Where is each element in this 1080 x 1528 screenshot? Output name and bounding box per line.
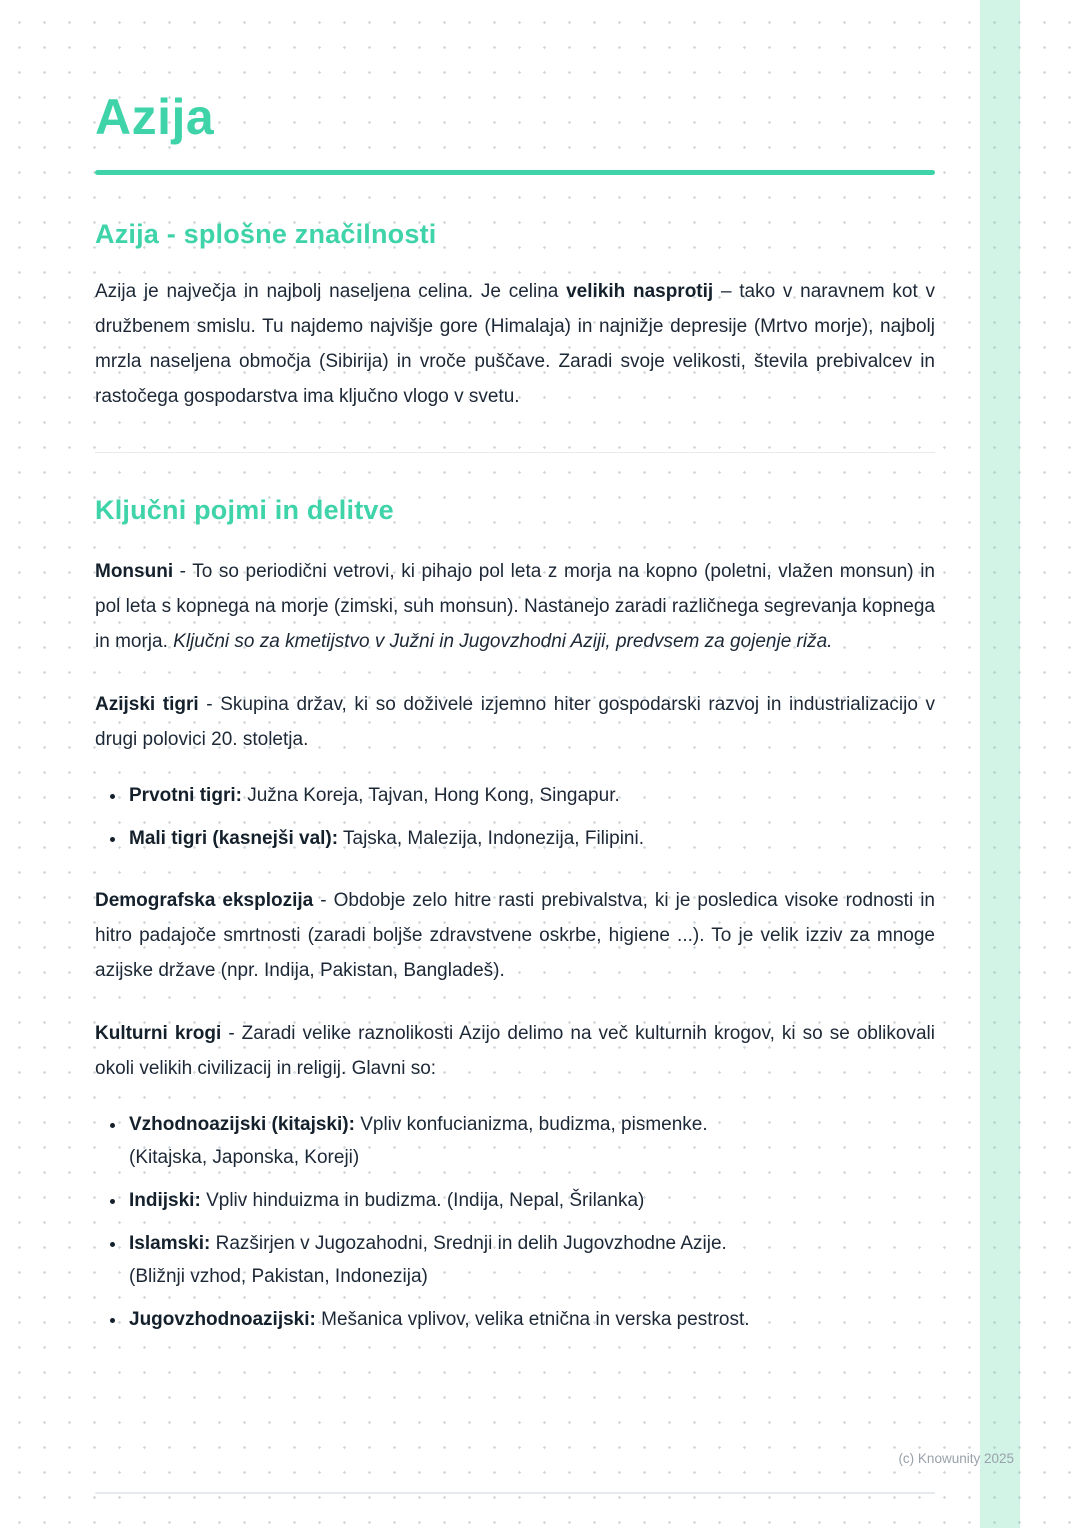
bullet-text-line2: (Bližnji vzhod, Pakistan, Indonezija) [129, 1266, 428, 1287]
bullet-text: Vpliv konfucianizma, budizma, pismenke. [354, 1114, 708, 1135]
text-segment: - Zaradi velike raznolikosti Azijo delimo na več kulturnih krogov, ki so se oblikovali okoli velikih civilizacij in religij. Glavni so: [95, 1023, 935, 1079]
list-item-vzhodnoazijski [127, 1108, 935, 1174]
bullet-text: Tajska, Malezija, Indonezija, Filipini. [338, 828, 644, 849]
list-item-islamski [127, 1227, 935, 1293]
term-demografska: Demografska eksplozija [95, 890, 314, 911]
bottom-divider [95, 1492, 935, 1494]
paragraph-general-intro [95, 274, 935, 414]
list-item-indijski [127, 1184, 935, 1217]
section-heading-terms: Ključni pojmi in delitve [95, 495, 394, 525]
paragraph-azijski-tigri [95, 687, 935, 757]
title-underline [95, 170, 935, 175]
document-content [95, 0, 935, 1336]
copyright-footer: (c) Knowunity 2025 [898, 1451, 1014, 1466]
text-segment: – tako v naravnem kot v družbenem smislu. Tu najdemo najvišje gore (Himalaja) in najnižje depresije (Mrtvo morje), najbolj mrzla naseljena območja (Sibirija) in vroče puščave. Zaradi svoje velikosti, števila prebivalcev in rastočega gospodarstva ima ključno vlogo v svetu. [95, 281, 935, 407]
italic-note: Ključni so za kmetijstvo v Južni in Jugovzhodni Aziji, predvsem za gojenje riža. [173, 631, 833, 652]
section-heading-general: Azija - splošne značilnosti [95, 219, 437, 249]
bullet-text: Vpliv hinduizma in budizma. (Indija, Nepal, Šrilanka) [200, 1190, 645, 1211]
term-kulturni-krogi: Kulturni krogi [95, 1023, 222, 1044]
paragraph-monsuni [95, 554, 935, 659]
tigri-list [95, 779, 935, 855]
bullet-term: Prvotni tigri: [129, 785, 242, 806]
text-segment: - To so periodični vetrovi, ki pihajo pol leta z morja na kopno (poletni, vlažen monsun) in pol leta s kopnega na morje (zimski, suh monsun). Nastanejo zaradi različnega segrevanja kopnega in morja. [95, 561, 935, 652]
text-segment: - Obdobje zelo hitre rasti prebivalstva, ki je posledica visoke rodnosti in hitro padajoče smrtnosti (zaradi boljše zdravstvene oskrbe, higiene ...). To je velik izziv za mnoge azijske države (npr. Indija, Pakistan, Bangladeš). [95, 890, 935, 981]
list-item-jugovzhodnoazijski [127, 1303, 935, 1336]
bullet-text: Južna Koreja, Tajvan, Hong Kong, Singapur. [241, 785, 620, 806]
section-terms [95, 495, 935, 1336]
term-azijski-tigri: Azijski tigri [95, 694, 199, 715]
bullet-term: Vzhodnoazijski (kitajski): [129, 1114, 355, 1135]
text-segment: - Skupina držav, ki so doživele izjemno hiter gospodarski razvoj in industrializacijo v drugi polovici 20. stoletja. [95, 694, 935, 750]
bullet-term: Indijski: [129, 1190, 201, 1211]
term-monsuni: Monsuni [95, 561, 174, 582]
text-segment: Azija je največja in najbolj naseljena celina. Je celina [95, 281, 567, 302]
bullet-text: Razširjen v Jugozahodni, Srednji in delih Jugovzhodne Azije. [210, 1233, 727, 1254]
section-general [95, 219, 935, 414]
bullet-term: Islamski: [129, 1233, 211, 1254]
list-item-prvotni-tigri [127, 779, 935, 812]
side-accent-stripe [980, 0, 1020, 1528]
section-divider [95, 452, 935, 453]
list-item-mali-tigri [127, 822, 935, 855]
kulturni-list [95, 1108, 935, 1336]
bullet-text: Mešanica vplivov, velika etnična in verska pestrost. [315, 1309, 750, 1330]
paragraph-demografska [95, 883, 935, 988]
bullet-term: Mali tigri (kasnejši val): [129, 828, 339, 849]
paragraph-kulturni-krogi [95, 1016, 935, 1086]
bold-segment: velikih nasprotij [566, 281, 714, 302]
bullet-text-line2: (Kitajska, Japonska, Koreji) [129, 1147, 360, 1168]
bullet-term: Jugovzhodnoazijski: [129, 1309, 316, 1330]
page-title: Azija [95, 89, 215, 145]
